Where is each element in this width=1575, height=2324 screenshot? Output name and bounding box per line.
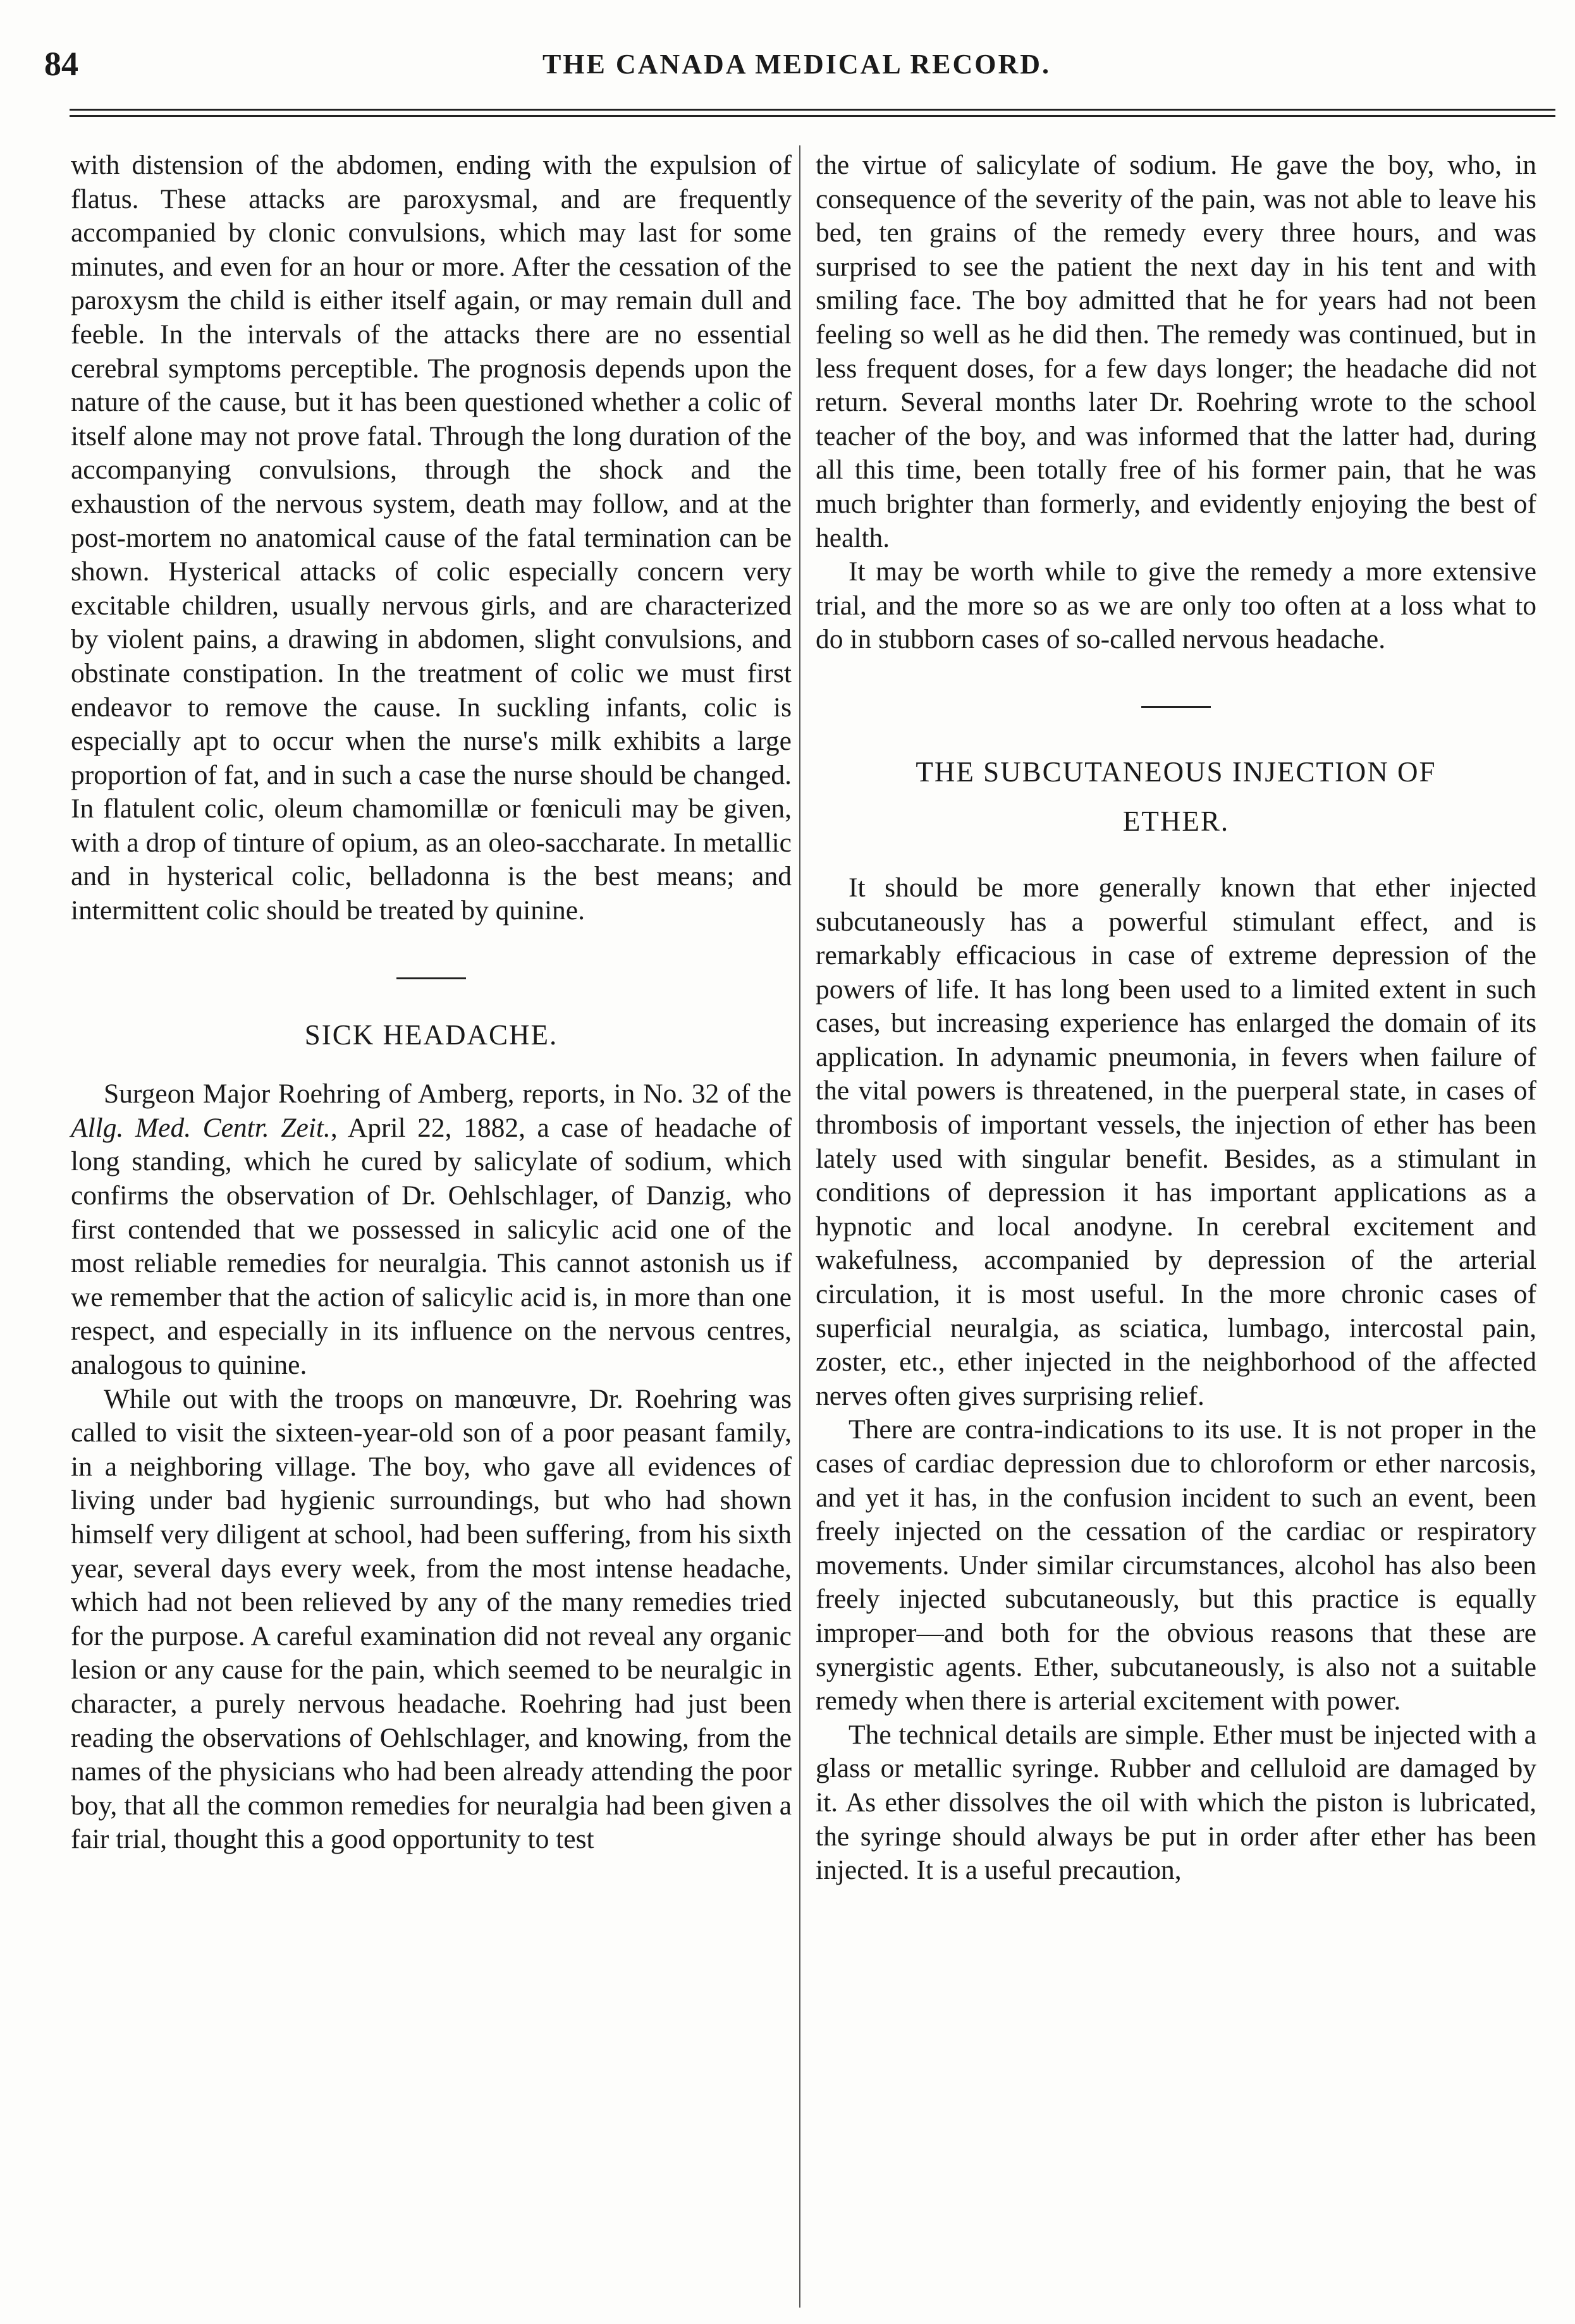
journal-title: Allg. Med. Centr. Zeit. (71, 1112, 331, 1143)
left-column (71, 149, 792, 1857)
column-divider (799, 145, 800, 2308)
trial-paragraph: It may be worth while to give the remedy a more extensive trial, and the more so as we are only too often at a loss what to do in stubborn cases of so-called nervous headache. (816, 556, 1536, 655)
case-continuation-paragraph: the virtue of salicylate of sodium. He gave the boy, who, in consequence of the severity of the pain, was not able to leave his bed, ten grains of the remedy every three hours, and was surprised to see the patient the next day in his tent and with smiling face. The boy admitted that he for years had not been feeling so well as he did then. The remedy was continued, but in less frequent doses, for a few days longer; the headache did not return. Several months later Dr. Roehring wrote to the school teacher of the boy, and was informed that the latter had, during all this time, been totally free of his former pain, that he was much brighter than formerly, and evidently enjoying the best of health. (816, 150, 1536, 553)
section-separator (396, 977, 466, 979)
ether-injection-heading: THE SUBCUTANEOUS INJECTION OF ETHER. (916, 755, 1437, 837)
ether-uses-paragraph: It should be more generally known that ether injected subcutaneously has a powerful stimulant effect, and is remarkably efficacious in case of extreme depression of the powers of life. It has long been used to a limited extent in such cases, but increasing experience has enlarged the domain of its application. In adynamic pneumonia, in fevers when failure of the vital powers is threatened, in the puerperal state, in cases of thrombosis of important vessels, the injection of ether has been lately used with singular benefit. Besides, as a stimulant in conditions of depression it has important applications as a hypnotic and local anodyne. In cerebral excitement and wakefulness, accompanied by depression of the arterial circulation, it is most useful. In the more chronic cases of superficial neuralgia, as sciatica, lumbago, intercostal pain, zoster, etc., ether injected in the neighborhood of the affected nerves often gives surprising relief. (816, 872, 1536, 1411)
header-rule-top (70, 109, 1555, 111)
technical-details-paragraph: The technical details are simple. Ether must be injected with a glass or metallic syringe. Rubber and celluloid are damaged by it. As ether dissolves the oil with which the piston is lubricated, the syringe should always be put in order after ether has been injected. It is a useful precaution, (816, 1719, 1536, 1886)
header-rule-bottom (70, 115, 1555, 117)
right-column (816, 149, 1536, 1888)
page-header (44, 44, 1549, 95)
section-separator (1141, 706, 1211, 708)
sick-headache-heading: SICK HEADACHE. (304, 1018, 558, 1051)
case-paragraph: While out with the troops on manœuvre, Dr. Roehring was called to visit the sixteen-year-old son of a poor peasant family, in a neighboring village. The boy, who gave all evidences of living under bad hygienic surroundings, but who had shown himself very diligent at school, had been suffering, from his sixth year, several days every week, from the most intense headache, which had not been relieved by any of the many remedies tried for the purpose. A careful examination did not reveal any organic lesion or any cause for the pain, which seemed to be neuralgic in character, a purely nervous headache. Roehring had just been reading the observations of Oehlschlager, and knowing, from the names of the physicians who had been already attending the poor boy, that all the common remedies for neuralgia had been given a fair trial, thought this a good opportunity to test (71, 1383, 792, 1855)
running-title: THE CANADA MEDICAL RECORD. (542, 49, 1051, 80)
page-number: 84 (44, 45, 78, 83)
roehring-report-paragraph: Surgeon Major Roehring of Amberg, reports, in No. 32 of the Allg. Med. Centr. Zeit., April 22, 1882, a case of headache of long standing, which he cured by salicylate of sodium, which confirms the observation of Dr. Oehlschlager, of Danzig, who first contended that we possessed in salicylic acid one of the most reliable remedies for neuralgia. This cannot astonish us if we remember that the action of salicylic acid is, in more than one respect, and especially in its influence on the nervous centres, analogous to quinine. (71, 1079, 792, 1380)
contra-indications-paragraph: There are contra-indications to its use. It is not proper in the cases of cardiac depression due to chloroform or ether narcosis, and yet it has, in the confusion incident to such an event, been freely injected on the cessation of the cardiac or respiratory movements. Under similar circumstances, alcohol has also been freely injected subcutaneously, but this practice is equally improper—and both for the obvious reasons that these are synergistic agents. Ether, subcutaneously, is also not a suitable remedy when there is arterial excitement with power. (816, 1414, 1536, 1716)
colic-paragraph: with distension of the abdomen, ending with the expulsion of flatus. These attacks are paroxysmal, and are frequently accompanied by clonic convulsions, which may last for some minutes, and even for an hour or more. After the cessation of the paroxysm the child is either itself again, or may remain dull and feeble. In the intervals of the attacks there are no essential cerebral symptoms perceptible. The prognosis depends upon the nature of the cause, but it has been questioned whether a colic of itself alone may not prove fatal. Through the long duration of the accompanying convulsions, through the shock and the exhaustion of the nervous system, death may follow, and at the post-mortem no anatomical cause of the fatal termination can be shown. Hysterical attacks of colic especially concern very excitable children, usually nervous girls, and are characterized by violent pains, a drawing in abdomen, slight convulsions, and obstinate constipation. In the treatment of colic we must first endeavor to remove the cause. In suckling infants, colic is especially apt to occur when the nurse's milk exhibits a large proportion of fat, and in such a case the nurse should be changed. In flatulent colic, oleum chamomillæ or fœniculi may be given, with a drop of tinture of opium, as an oleo-saccharate. In metallic and in hysterical colic, belladonna is the best means; and intermittent colic should be treated by quinine. (71, 150, 792, 926)
